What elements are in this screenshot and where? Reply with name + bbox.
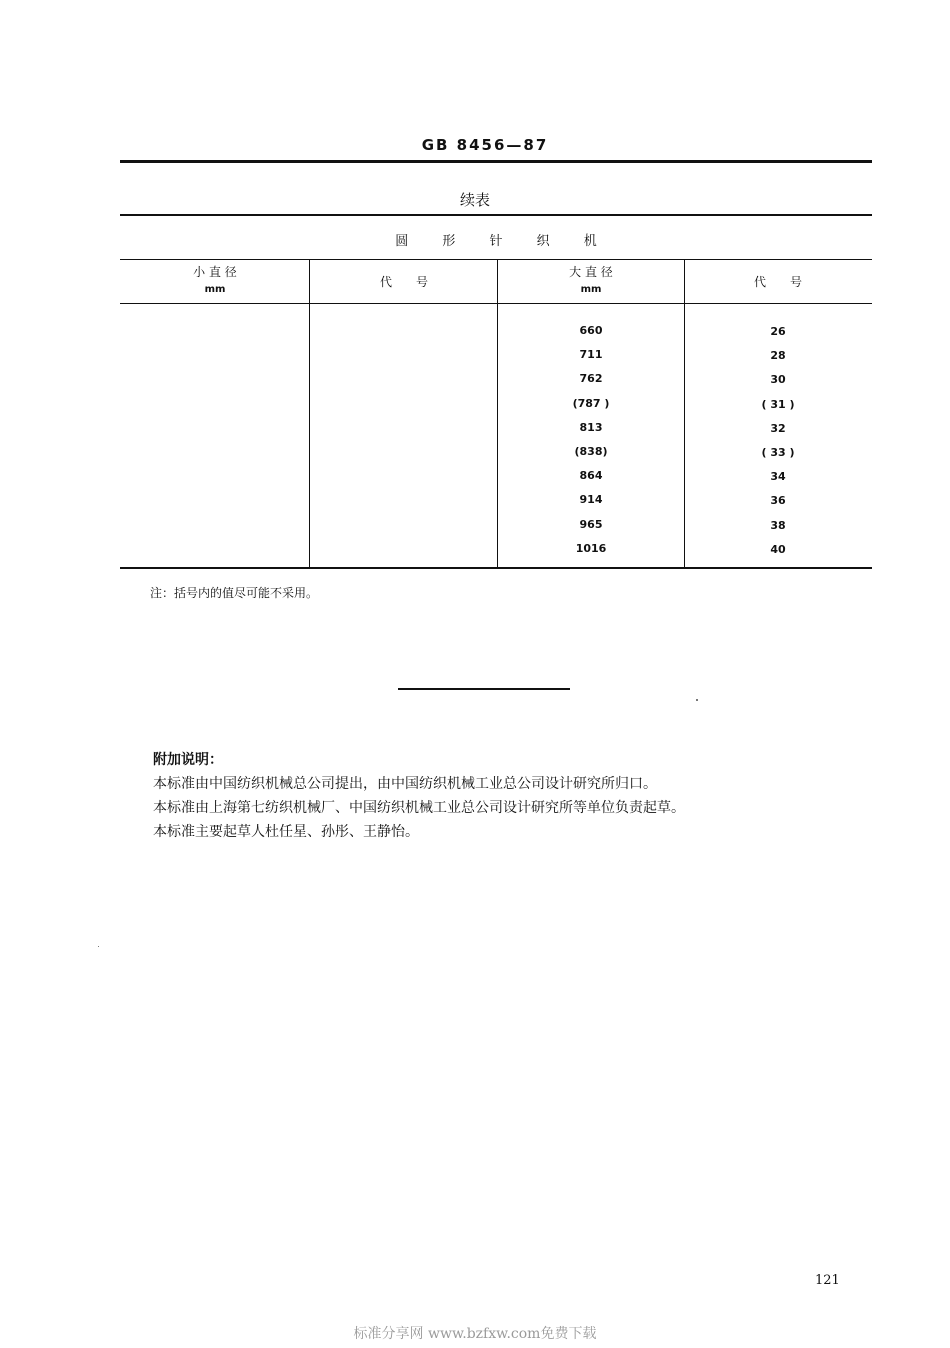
code-value: 40 bbox=[770, 543, 786, 556]
column-separator bbox=[309, 260, 310, 568]
machine-row-rule bbox=[120, 259, 872, 260]
standard-code: GB 8456—87 bbox=[421, 136, 549, 154]
large-diameter-value: (787 ) bbox=[572, 397, 610, 410]
watermark: 标准分享网 www.bzfxw.com免费下载 bbox=[353, 1326, 597, 1342]
code-value: 36 bbox=[770, 494, 786, 507]
remarks-line: 本标准由中国纺织机械总公司提出，由中国纺织机械工业总公司设计研究所归口。 bbox=[153, 776, 657, 792]
large-diameter-value: 1016 bbox=[575, 542, 607, 555]
large-diameter-value: 660 bbox=[579, 324, 603, 337]
large-diameter-value: 914 bbox=[579, 493, 603, 506]
table-caption: 续表 bbox=[459, 191, 490, 209]
table-note: 注：括号内的值尽可能不采用。 bbox=[150, 586, 319, 600]
remarks-heading: 附加说明： bbox=[153, 752, 223, 768]
large-diameter-value: 965 bbox=[579, 518, 603, 531]
column-header-code-b: 代 号 bbox=[753, 275, 802, 289]
remarks-line: 本标准主要起草人杜任星、孙彤、王静怡。 bbox=[153, 824, 419, 840]
large-diameter-value: 864 bbox=[579, 469, 603, 482]
code-value: 34 bbox=[770, 470, 786, 483]
code-value: 28 bbox=[770, 349, 786, 362]
table-bottom-rule bbox=[120, 567, 872, 569]
large-diameter-value: (838) bbox=[574, 445, 608, 458]
section-divider bbox=[398, 688, 570, 690]
header-rule bbox=[120, 160, 872, 163]
large-diameter-label: 大 直 径 bbox=[569, 265, 613, 279]
page-number: 121 bbox=[815, 1273, 840, 1288]
column-header-small-diameter bbox=[120, 263, 310, 299]
column-header-large-diameter bbox=[498, 263, 684, 299]
code-value: 32 bbox=[770, 422, 786, 435]
large-diameter-value: 813 bbox=[579, 421, 603, 434]
code-value: ( 33 ) bbox=[761, 446, 795, 459]
code-value: ( 31 ) bbox=[761, 398, 795, 411]
small-diameter-unit: mm bbox=[204, 284, 226, 295]
column-header-code-a: 代 号 bbox=[379, 275, 428, 289]
machine-type-title: 圆 形 针 织 机 bbox=[395, 234, 597, 249]
large-diameter-value: 762 bbox=[579, 372, 603, 385]
scan-speck bbox=[696, 699, 698, 701]
scan-speck bbox=[98, 946, 99, 947]
large-diameter-unit: mm bbox=[580, 284, 602, 295]
remarks-line: 本标准由上海第七纺织机械厂、中国纺织机械工业总公司设计研究所等单位负责起草。 bbox=[153, 800, 685, 816]
code-value: 30 bbox=[770, 373, 786, 386]
additional-remarks bbox=[153, 748, 685, 844]
small-diameter-label: 小 直 径 bbox=[193, 265, 237, 279]
code-value: 38 bbox=[770, 519, 786, 532]
header-bottom-rule bbox=[120, 303, 872, 304]
large-diameter-value: 711 bbox=[579, 348, 603, 361]
table-top-rule bbox=[120, 214, 872, 216]
code-value: 26 bbox=[770, 325, 786, 338]
